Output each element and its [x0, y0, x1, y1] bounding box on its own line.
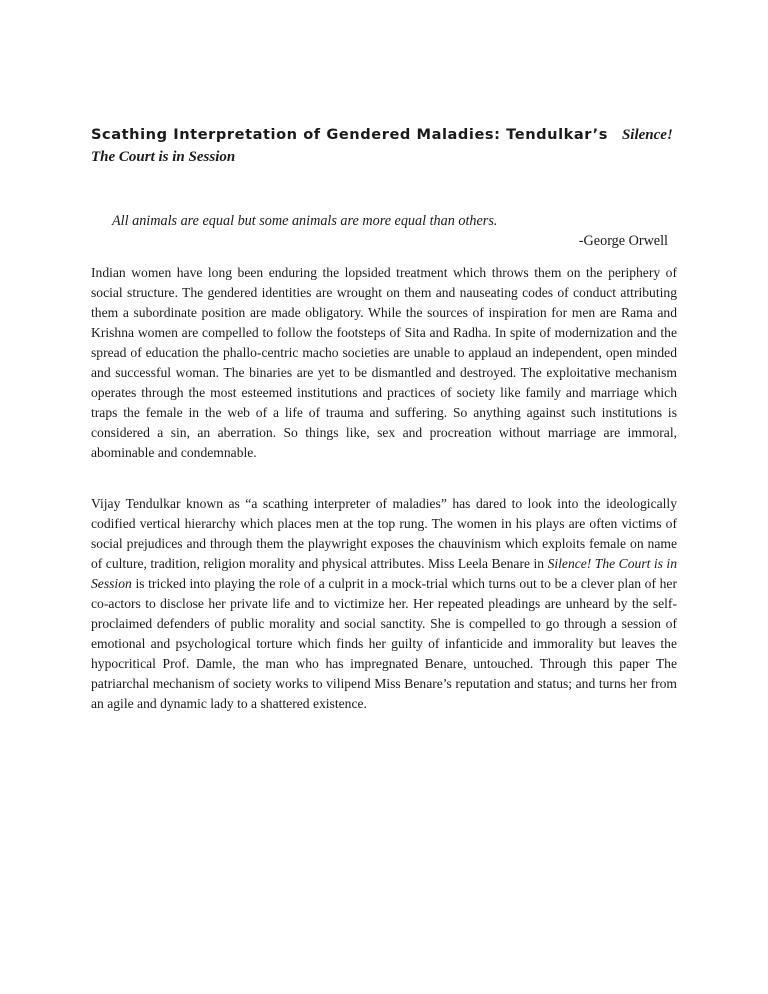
- paragraph-1: Indian women have long been enduring the lopsided treatment which throws them on the periphery of social structure. The gendered identities are wrought on them and nauseating codes of conduct attributing them a subordinate position are made obligatory. While the sources of inspiration for men are Rama and Krishna women are compelled to follow the footsteps of Sita and Radha. In spite of modernization and the spread of education the phallo-centric macho societies are unable to applaud an independent, open minded and successful woman. The binaries are yet to be dismantled and destroyed. The exploitative mechanism operates through the most esteemed institutions and practices of society like family and marriage which traps the female in the web of a life of trauma and suffering. So anything against such institutions is considered a sin, an aberration. So things like, sex and procreation without marriage are immoral, abominable and condemnable.: [91, 265, 677, 461]
- title-italic-silence: Silence!: [621, 127, 673, 143]
- title-main: Scathing Interpretation of Gendered Maladies: Tendulkar’s: [91, 126, 608, 143]
- document-title: [91, 124, 691, 168]
- title-italic-court: The Court is in Session: [91, 149, 236, 165]
- epigraph-attribution: -George Orwell: [578, 233, 668, 249]
- paragraph-2-part-b: is tricked into playing the role of a culprit in a mock-trial which turns out to be a clever plan of her co-actors to disclose her private life and to victimize her. Her repeated pleadings are unheard by the self-proclaimed defenders of public morality and social sanctity. She is compelled to go through a session of emotional and psychological torture which finds her guilty of infanticide and immorality but leaves the hypocritical Prof. Damle, the man who has impregnated Benare, untouched. Through this paper The patriarchal mechanism of society works to vilipend Miss Benare’s reputation and status; and turns her from an agile and dynamic lady to a shattered existence.: [91, 576, 677, 712]
- paragraph-2-play-title: Silence! The Court is in Session: [91, 556, 677, 592]
- paragraph-2-part-a: Vijay Tendulkar known as “a scathing interpreter of maladies” has dared to look into the ideologically codified vertical hierarchy which places men at the top rung. The women in his plays are often victims of social prejudices and through them the playwright exposes the chauvinism which exploits female on name of culture, tradition, religion morality and physical attributes. Miss Leela Benare in: [91, 496, 677, 572]
- epigraph-quote: All animals are equal but some animals are more equal than others.: [112, 213, 498, 229]
- paragraph-2: [91, 494, 677, 715]
